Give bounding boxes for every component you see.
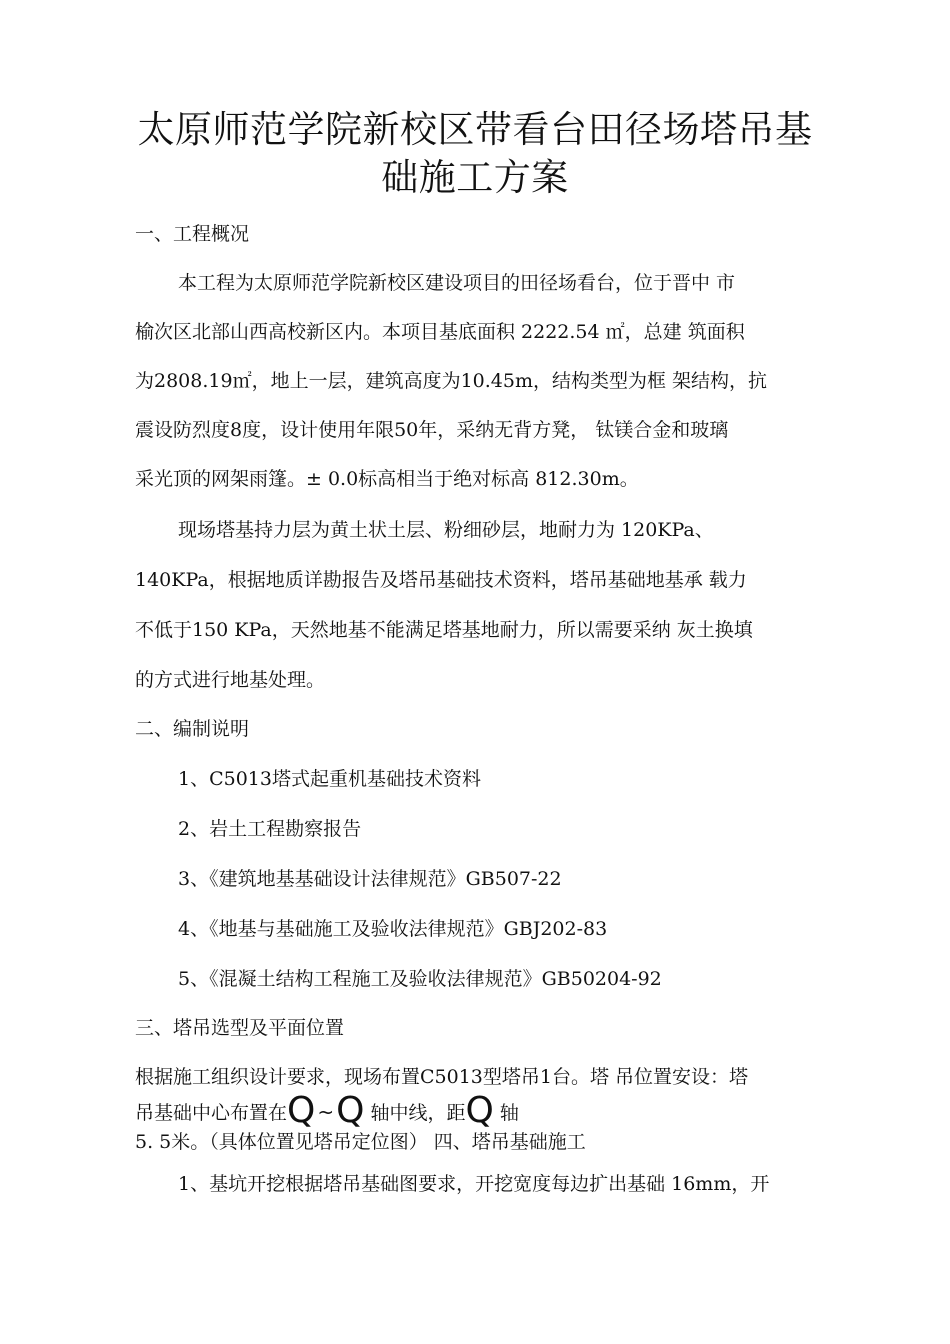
overview-para2-line4: 的方式进行地基处理。 [135,669,326,691]
section-heading-overview: 一、工程概况 [135,223,250,245]
crane-position-line1: 根据施工组织设计要求，现场布置C5013型塔吊1台。塔 吊位置安设：塔 [135,1066,749,1088]
overview-para1-line1: 本工程为太原师范学院新校区建设项目的田径场看台，位于晋中 市 [178,272,736,294]
overview-para2-line2: 140KPa，根据地质详勘报告及塔吊基础技术资料，塔吊基础地基承 载力 [135,569,747,591]
overview-para1-line5: 采光顶的网架雨篷。± 0.0标高相当于绝对标高 812.30m。 [135,468,639,490]
crane-position-line2 [135,1090,519,1131]
reference-item-5: 5、《混凝土结构工程施工及验收法律规范》GB50204-92 [178,968,662,990]
overview-para1-line3: 为2808.19㎡，地上一层，建筑高度为10.45m，结构类型为框 架结构，抗 [135,370,768,392]
crane-position-prefix: 吊基础中心布置在 [135,1102,288,1124]
reference-item-4: 4、《地基与基础施工及验收法律规范》GBJ202-83 [178,918,608,940]
document-title-line1: 太原师范学院新校区带看台田径场塔吊基 [137,108,813,151]
reference-item-2: 2、岩土工程勘察报告 [178,818,362,840]
axis-label-start: Q [287,1090,316,1131]
crane-position-mid: 轴中线，距 [370,1102,466,1124]
foundation-construction-item1: 1、基坑开挖根据塔吊基础图要求，开挖宽度每边扩出基础 16mm，开 [178,1173,770,1195]
crane-position-suffix: 轴 [499,1102,519,1124]
axis-label-distance: Q [465,1090,494,1131]
axis-range-separator: ~ [317,1100,335,1124]
overview-para2-line1: 现场塔基持力层为黄土状土层、粉细砂层，地耐力为 120KPa、 [178,519,714,541]
section-heading-compilation: 二、编制说明 [135,718,250,740]
section-heading-crane-selection: 三、塔吊选型及平面位置 [135,1017,345,1039]
axis-label-end: Q [336,1090,365,1131]
crane-position-line3: 5. 5米。（具体位置见塔吊定位图） 四、塔吊基础施工 [135,1131,586,1153]
reference-item-1: 1、C5013塔式起重机基础技术资料 [178,768,481,790]
reference-item-3: 3、《建筑地基基础设计法律规范》GB507-22 [178,868,562,890]
document-title-line2: 础施工方案 [381,156,569,199]
overview-para1-line2: 榆次区北部山西高校新区内。本项目基底面积 2222.54 ㎡，总建 筑面积 [135,321,745,343]
overview-para1-line4: 震设防烈度8度，设计使用年限50年，采纳无背方凳， 钛镁合金和玻璃 [135,419,729,441]
overview-para2-line3: 不低于150 KPa，天然地基不能满足塔基地耐力，所以需要采纳 灰土换填 [135,619,753,641]
